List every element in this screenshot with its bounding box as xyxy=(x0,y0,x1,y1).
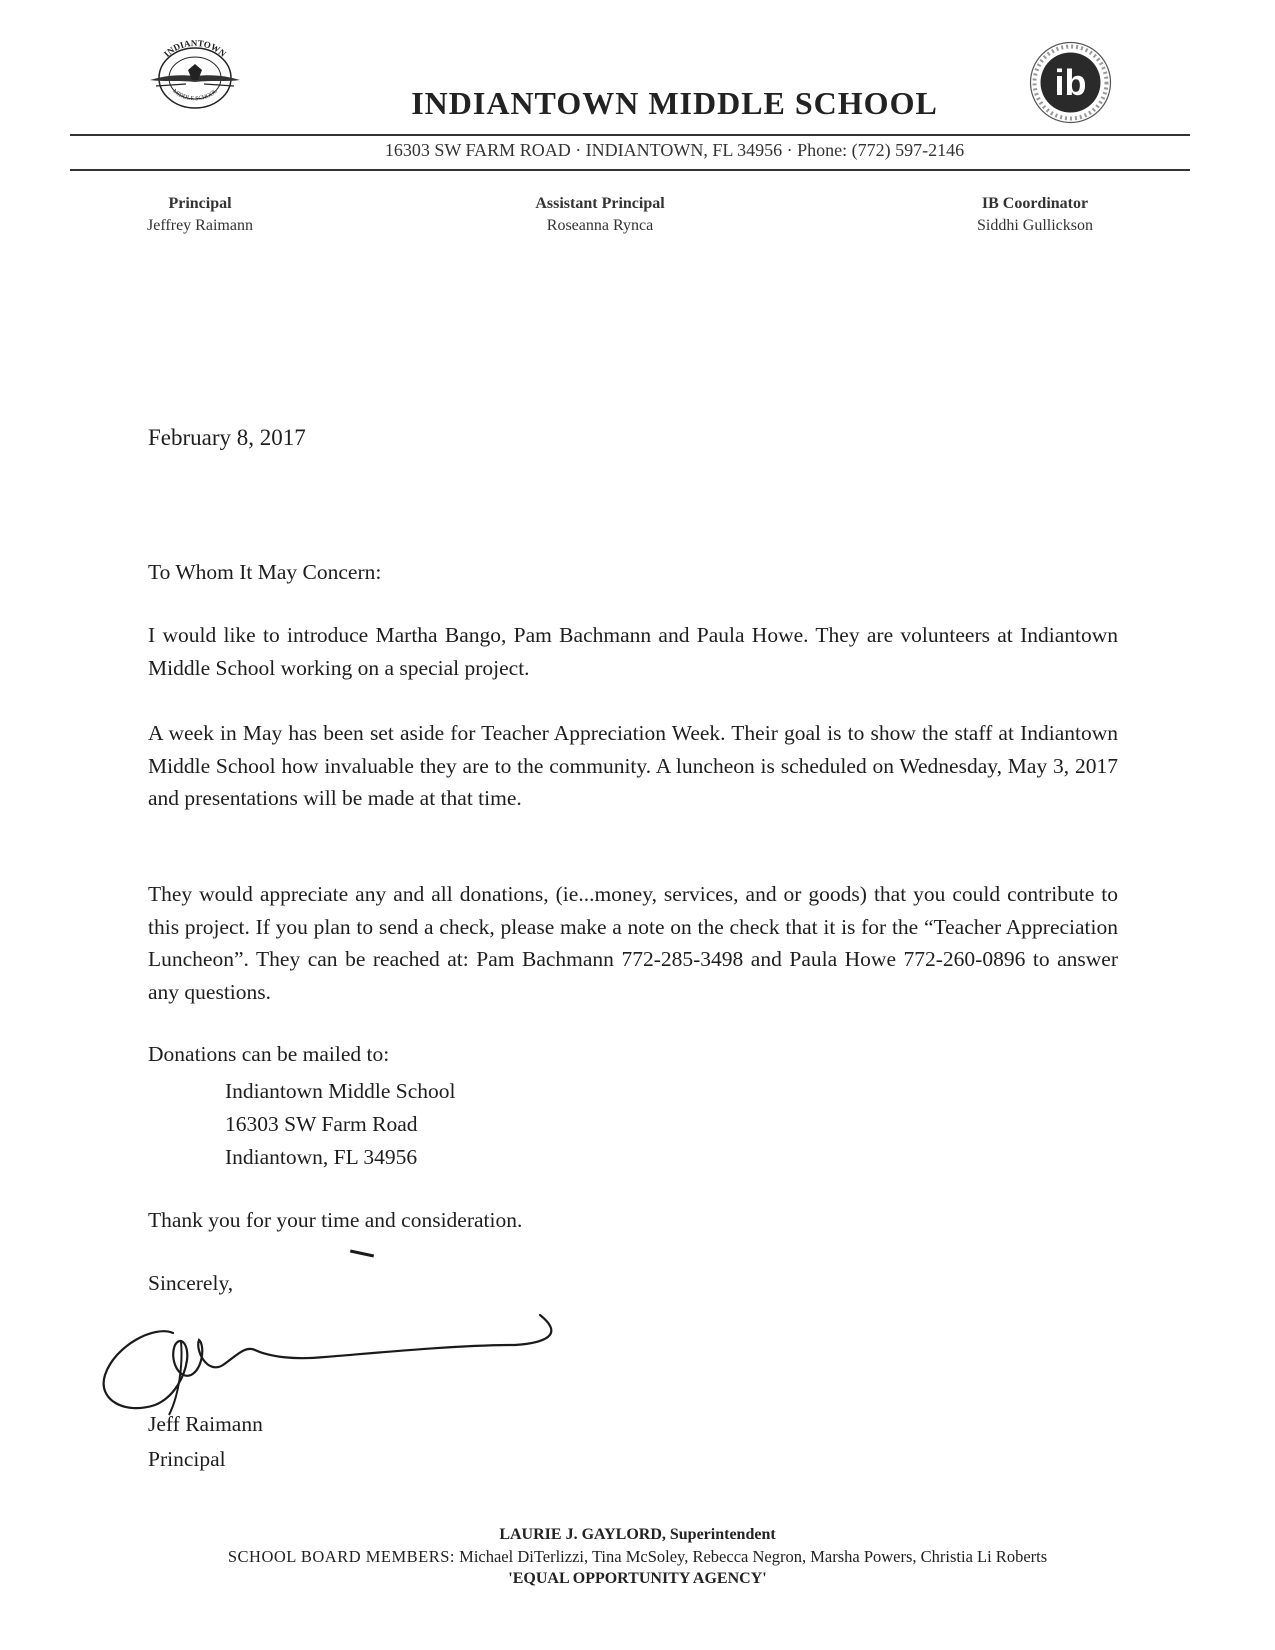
letter-paragraph: They would appreciate any and all donations, (ie...money, services, and or goods) that you could contribute to this project. If you plan to send a check, please make a note on the check that it is for the “Teacher Appreciation Luncheon”. They can be reached at: Pam Bachmann 772-285-3498 and Paula Howe 772-260-0896 to answer any questions. xyxy=(148,882,1118,1004)
ib-logo-text: ib xyxy=(1054,62,1087,103)
header-rule-bottom xyxy=(70,169,1190,171)
header-rule-top xyxy=(70,134,1190,136)
staff-name: Roseanna Rynca xyxy=(546,217,654,234)
letter-closing: Sincerely, xyxy=(148,1271,234,1295)
footer-equal-opportunity: 'EQUAL OPPORTUNITY AGENCY' xyxy=(508,1570,767,1587)
address-line-3: Indiantown, FL 34956 xyxy=(225,1145,418,1169)
footer-board-members xyxy=(0,1547,1275,1567)
board-label: SCHOOL BOARD MEMBERS: xyxy=(227,1547,456,1566)
signer-name: Jeff Raimann xyxy=(148,1412,263,1436)
signature-stroke xyxy=(350,1250,374,1258)
address-line-1: Indiantown Middle School xyxy=(225,1079,456,1103)
staff-role: IB Coordinator xyxy=(981,195,1089,212)
signer-title: Principal xyxy=(148,1447,226,1471)
staff-name: Siddhi Gullickson xyxy=(976,217,1093,234)
staff-role: Assistant Principal xyxy=(535,195,665,212)
letter-paragraph: I would like to introduce Martha Bango, Pam Bachmann and Paula Howe. They are volunteers at Indiantown Middle School working on a special project. xyxy=(148,623,1118,680)
board-member-names: Michael DiTerlizzi, Tina McSoley, Rebecca Negron, Marsha Powers, Christia Li Roberts xyxy=(459,1547,1048,1566)
superintendent-name: LAURIE J. GAYLORD, xyxy=(499,1526,666,1543)
letter-salutation: To Whom It May Concern: xyxy=(148,560,382,584)
address-line-2: 16303 SW Farm Road xyxy=(225,1112,418,1136)
footer-superintendent xyxy=(0,1526,1275,1544)
donation-address xyxy=(225,1075,456,1174)
logo-text-top: INDIANTOWN xyxy=(161,40,229,59)
donations-label: Donations can be mailed to: xyxy=(148,1042,390,1066)
staff-name: Jeffrey Raimann xyxy=(147,217,253,234)
school-address-line: 16303 SW FARM ROAD · INDIANTOWN, FL 34956 · Phone: (772) 597-2146 xyxy=(384,140,965,160)
letter-paragraph: A week in May has been set aside for Teacher Appreciation Week. Their goal is to show the staff at Indiantown Middle School how invaluable they are to the community. A luncheon is scheduled on Wednesday, May 3, 2017 and presentations will be made at that time. xyxy=(148,721,1118,810)
staff-assistant-principal xyxy=(500,193,700,237)
letter-date: February 8, 2017 xyxy=(148,425,306,450)
superintendent-title: Superintendent xyxy=(669,1526,776,1543)
logo-text-bottom: MIDDLE SCHOOL xyxy=(171,88,219,103)
staff-role: Principal xyxy=(168,195,232,212)
school-name: INDIANTOWN MIDDLE SCHOOL xyxy=(411,85,938,121)
staff-principal xyxy=(120,193,280,237)
staff-ib-coordinator xyxy=(950,193,1120,237)
letter-thanks: Thank you for your time and consideration. xyxy=(148,1208,523,1232)
svg-text:INDIANTOWN xyxy=(162,40,229,59)
